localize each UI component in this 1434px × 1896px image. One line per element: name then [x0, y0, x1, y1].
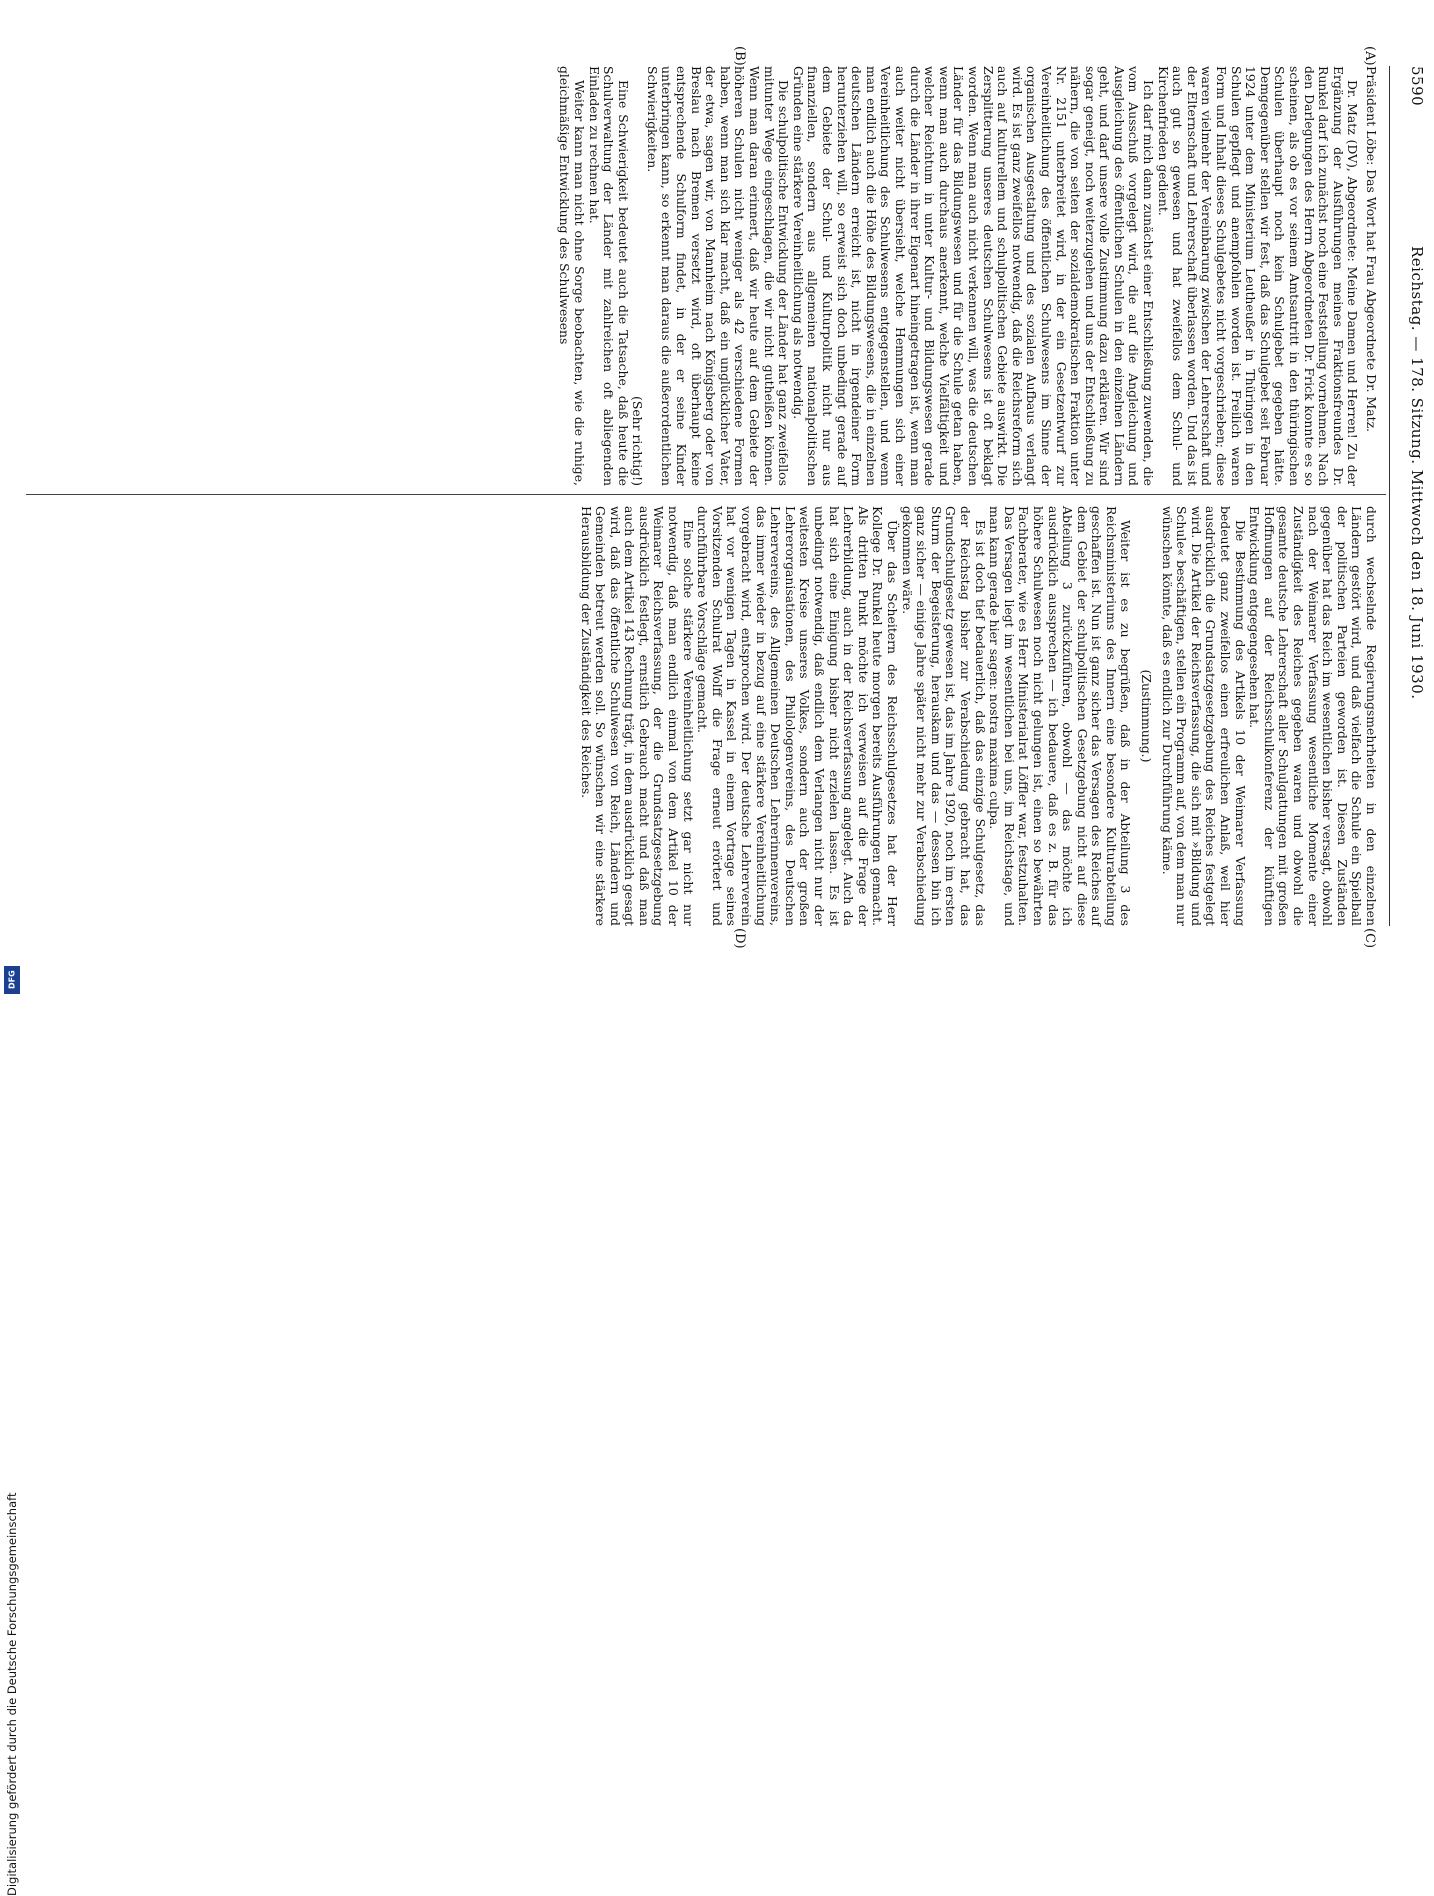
margin-marker-b: (B)	[732, 46, 747, 66]
interjection: (Sehr richtig!)	[630, 396, 646, 486]
margin-marker-d: (D)	[732, 928, 747, 949]
paragraph: Über das Scheitern des Reichsschulgesetzes hat der Herr Kollege Dr. Runkel heute morgen bereits Ausführungen gemacht. Als dritten Punkt möchte ich verweisen auf die Frage der Lehrerbildung, auch in der Reichsverfassung angelegt. Auch da hat sich eine Einigung bisher nicht erzielen lassen. Es ist unbedingt notwendig, daß endlich dem Verlangen nicht nur der weitesten Kreise unseres Volkes, sondern auch der großen Lehrerorganisationen, des Philologenvereins, des Deutschen Lehrervereins, des Allgemeinen Deutschen Lehrerinnenvereins, das immer wieder in bezug auf eine stärkere Vereinheitlichung vorgebracht wird, entsprochen wird. Der deutsche Lehrerverein hat vor wenigen Tagen in Kassel in einem Vortrage seines Vorsitzenden Schulrat Wolff die Frage erneut erörtert und durchführbare Vorschläge gemacht.	[695, 506, 900, 926]
paragraph: Weiter kann man nicht ohne Sorge beobachten, wie die ruhige, gleichmäßige Entwicklung des Schulwesens	[557, 66, 587, 486]
column-divider	[26, 494, 1386, 495]
digitization-sidebar	[0, 0, 24, 1896]
paragraph: durch wechselnde Regierungsmehrheiten in den einzelnen Ländern gestört wird, und daß vielfach die Schule ein Spielball der politischen Parteien geworden ist. Diesen Zuständen gegenüber hat das Reich im wesentlichen bisher versagt, obwohl nach der Weimarer Verfassung wesentliche Momente einer Zuständigkeit des Reiches gegeben waren und obwohl die gesamte deutsche Lehrerschaft aller Schulgattungen mit großen Hoffnungen auf der Reichsschulkonferenz der künftigen Entwicklung entgegengesehen hat.	[1247, 506, 1379, 926]
paragraph: Die schulpolitische Entwicklung der Länder hat ganz zweifellos mitunter Wege eingeschlagen, die wir nicht gutheißen können. Wenn man daran erinnert, daß wir heute auf dem Gebiete der höheren Schulen nicht weniger als 42 verschiedene Formen haben, wenn man sich klar macht, daß ein unglücklicher Vater, der etwa, sagen wir, von Mannheim nach Königsberg oder von Breslau nach Bremen versetzt wird, oft überhaupt keine entsprechende Schulform findet, in der er seine Kinder unterbringen kann, so erkennt man daraus die außerordentlichen Schwierigkeiten.	[644, 66, 792, 486]
right-column	[578, 506, 1378, 926]
running-header	[1404, 66, 1424, 960]
paragraph: Dr. Matz (DV), Abgeordnete: Meine Damen und Herren! Zu der Ergänzung der Ausführungen meines Fraktionsfreundes Dr. Runkel darf ich zunächst noch eine Feststellung vornehmen. Nach den Darlegungen des Herrn Abgeordneten Dr. Frick konnte es so scheinen, als ob es vor seinem Amtsantritt in den thüringischen Schulen überhaupt noch kein Schulgebet gegeben hätte. Demgegenüber stellen wir fest, daß das Schulgebet seit Februar 1924 unter dem Ministerium Leutheußer in Thüringen in den Schulen gepflegt und anempfohlen worden ist. Freilich waren Form und Inhalt dieses Schulgebetes nicht vorgeschrieben; diese waren vielmehr der Vereinbarung zwischen der Lehrerschaft und der Elternschaft und Lehrerschaft überlassen worden. Und das ist auch gut so gewesen und hat zweifellos dem Schul- und Kirchenfrieden gedient.	[1155, 66, 1361, 486]
header-rule	[1389, 66, 1390, 926]
left-column	[557, 66, 1378, 486]
dfg-logo: DFG	[4, 966, 20, 994]
margin-marker-a: (A)	[1362, 46, 1377, 66]
paragraph: Eine solche stärkere Vereinheitlichung setzt gar nicht nur notwendig, daß man endlich einmal von dem Artikel 10 der Weimarer Reichsverfassung, der die Grundsatzgesetzgebung ausdrücklich festlegt, ernstlich Gebrauch macht und daß man auch dem Artikel 143 Rechnung trägt, in dem ausdrücklich gesagt wird, daß das öffentliche Schulwesen von Reich, Ländern und Gemeinden betreut werden soll. So wünschen wir eine stärkere Herausbildung der Zuständigkeit des Reiches.	[578, 506, 696, 926]
running-title: Reichstag. — 178. Sitzung. Mittwoch den 18. Juni 1930.	[1408, 246, 1426, 700]
paragraph: Eine Schwierigkeit bedeutet auch die Tatsache, daß heute die Schulverwaltung der Länder mit zahlreichen oft abliegenden Einladen zu rechnen hat.	[586, 66, 631, 486]
funding-note: Digitalisierung gefördert durch die Deutsche Forschungsgemeinschaft	[5, 1492, 19, 1896]
paragraph: Die Bestimmung des Artikels 10 der Weimarer Verfassung bedeutet ganz zweifellos einen erfreulichen Anlaß, weil hier ausdrücklich die Grundsatzgesetzgebung des Reiches festgelegt wird. Die Artikel der Reichsverfassung, die sich mit »Bildung und Schule« beschäftigen, stellen ein Programm auf, von dem man nur wünschen könnte, daß es endlich zur Durchführung käme.	[1159, 506, 1248, 926]
paragraph: Ich darf mich dann zunächst einer Entschließung zuwenden, die vom Ausschuß vorgelegt wird, die auf die Angleichung und Ausgleichung des öffentlichen Schulen in den einzelnen Ländern geht, und darf unsere volle Zustimmung dazu erklären. Wir sind sogar geneigt, noch weiterzugehen und uns der Entschließung zu nähern, die von seiten der sozialdemokratischen Fraktion unter Nr. 2151 unterbreitet wird, in der ein Gesetzentwurf zur Vereinheitlichung des öffentlichen Schulwesens im Sinne der organischen Ausgestaltung und des sozialen Aufbaus verlangt wird. Es ist ganz zweifellos notwendig, daß die Reichsreform sich auch auf kulturellem und schulpolitischen Gebiete auswirkt. Die Zersplitterung unseres deutschen Schulwesens ist oft beklagt worden. Wenn man auch nicht verkennen will, was die deutschen Länder für das Bildungswesen und für die Schule getan haben, wenn man auch durchaus anerkennt, welche Vielfältigkeit und welcher Reichtum in unter Kultur- und Bildungswesen gerade durch die Länder in ihrer Eigenart hineingetragen ist, wenn man auch weiter nicht übersieht, welche Hemmungen sich einer Vereinheitlichung des Schulwesens entgegenstellen, und wenn man endlich auch die Höhe des Bildungswesens, die in einzelnen deutschen Ländern erreicht ist, nicht in irgendeiner Form herunterziehen will, so erweist sich doch unbedingt gerade auf dem Gebiete der Schul- und Kulturpolitik nicht nur aus finanziellen, sondern aus allgemeinen nationalpolitischen Gründen eine stärkere Vereinheitlichung als notwendig.	[790, 66, 1157, 486]
paragraph: Präsident Löbe: Das Wort hat Frau Abgeordnete Dr. Matz.	[1364, 66, 1379, 433]
interjection: (Zustimmung.)	[1139, 669, 1155, 763]
paragraph: Weiter ist es zu begrüßen, daß in der Abteilung 3 des Reichsministeriums des Innern eine besondere Kulturabteilung geschaffen ist. Nun ist ganz sicher das Versagen des Reiches auf dem Gebiet der schulpolitischen Gesetzgebung nicht auf diese Abteilung 3 zurückzuführen, obwohl — das möchte ich ausdrücklich aussprechen — ich bedauere, daß es z. B. für das höhere Schulwesen noch nicht gelungen ist, einen so bewährten Fachberater, wie es Herr Ministerialrat Löffler war, festzuhalten. Das Versagen liegt im wesentlichen bei uns, im Reichstage, und man kann gerade hier sagen: nostra maxima culpa.	[987, 506, 1134, 926]
page-number: 5590	[1408, 66, 1426, 107]
margin-marker-c: (C)	[1362, 928, 1377, 949]
paragraph: Es ist doch tief bedauerlich, daß das einzige Schulgesetz, das der Reichstag bisher zur Verabschiedung gebracht hat, das Grundschulgesetz gewesen ist, das im Jahre 1920, noch im ersten Sturm der Begeisterung, herauskam und das — dessen bin ich ganz sicher — einige Jahre später nicht mehr zur Verabschiedung gekommen wäre.	[899, 506, 988, 926]
